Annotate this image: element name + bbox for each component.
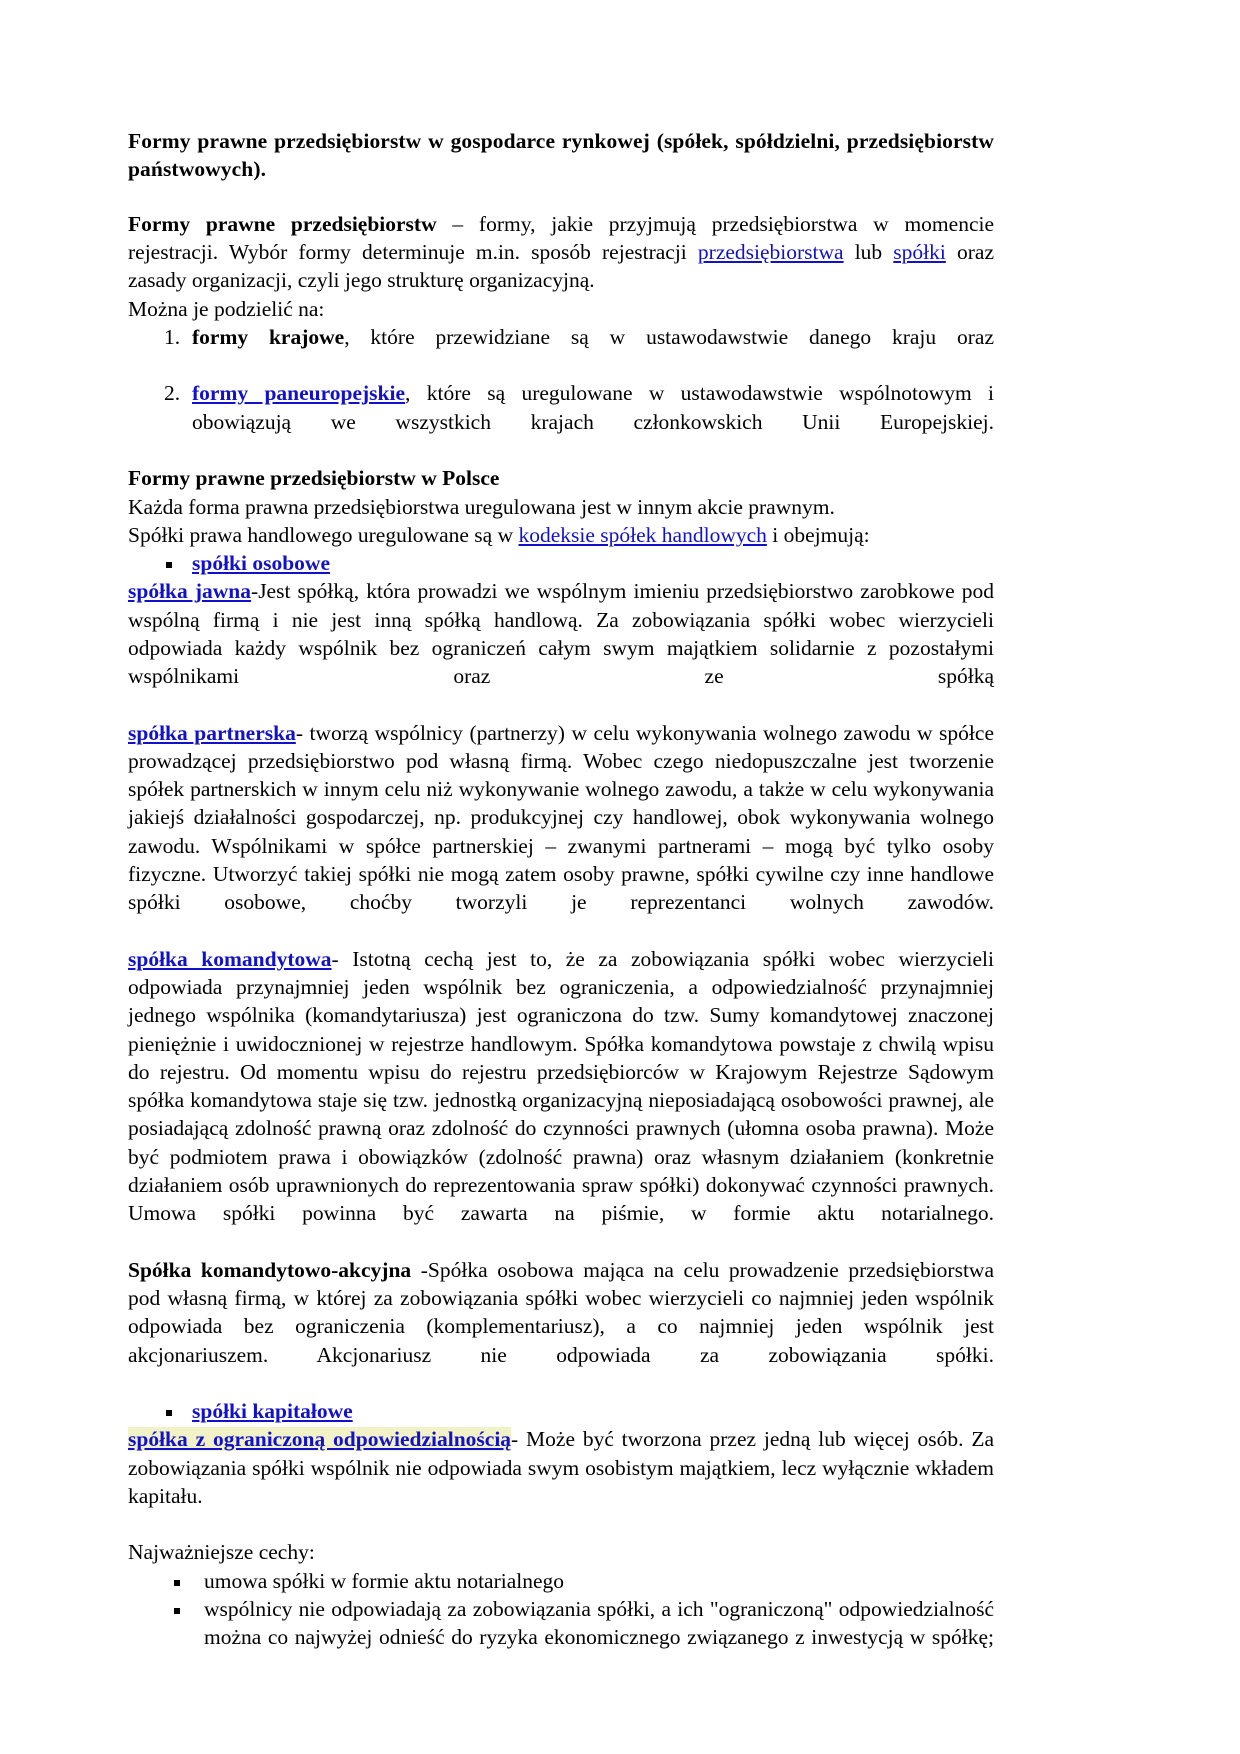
link-spolki-kapitalowe[interactable]: spółki kapitałowe — [192, 1399, 353, 1424]
term-spolka-jawna[interactable]: spółka jawna — [128, 579, 252, 604]
link-formy-paneuropejskie[interactable]: formy paneuropejskie — [192, 381, 406, 406]
page-title-line-2: przedsiębiorstw państwowych). — [128, 129, 994, 181]
page-title — [128, 128, 994, 184]
spolka-jawna-paragraph — [128, 577, 994, 718]
list-item — [128, 1397, 994, 1425]
list-item: umowa spółki w formie aktu notarialnego — [128, 1567, 994, 1595]
spolka-komandytowa-paragraph — [128, 945, 994, 1256]
spolka-zoo-paragraph — [128, 1425, 994, 1538]
intro-text-1: – formy, jakie przyjmują przedsiębiorstwa w momencie rejestracji. Wybór formy determinuje m.in. sposób rejestracji — [128, 211, 994, 265]
poland-line-2-text-a: Spółki prawa handlowego uregulowane są w — [128, 522, 519, 547]
link-kodeks-spolek-handlowych[interactable]: kodeksie spółek handlowych — [518, 522, 767, 547]
page-title-line-1: Formy prawne przedsiębiorstw w gospodarce rynkowej (spółek, spółdzielni, — [128, 129, 840, 153]
intro-text-3: oraz zasady organizacji, czyli jego strukturę organizacyjną. — [128, 240, 994, 293]
list-item — [128, 323, 994, 380]
link-przedsiebiorstwa[interactable]: przedsiębiorstwa — [697, 240, 844, 265]
term-spolka-komandytowa[interactable]: spółka komandytowa — [128, 946, 332, 971]
spolka-komandytowa-body: - Istotną cechą jest to, że za zobowiązania spółki wobec wierzycieli odpowiada przynajmniej jeden wspólnik bez ograniczenia, a odpowiedzialność przynajmniej jednego wspólnika (komandytariusza) jest ograniczona do tzw. Sumy komandytowej znaczonej pieniężnie i uwidocznionej w rejestrze handlowym. Spółka komandytowa powstaje z chwilą wpisu do rejestru. Od momentu wpisu do rejestru przedsiębiorców w Krajowym Rejestrze Sądowym spółka komandytowa staje się tzw. jednostką organizacyjną nieposiadającą osobowości prawnej, ale posiadającą zdolność prawną oraz zdolność do czynności prawnych (ułomna osoba prawna). Może być podmiotem prawa i obowiązków (zdolność prawna) oraz własnym działaniem (konkretnie działaniem osób uprawnionych do reprezentowania spraw spółki) dokonywać czynności prawnych. Umowa spółki powinna być zawarta na piśmie, w formie aktu notarialnego. — [128, 946, 994, 1226]
list-item — [128, 549, 994, 577]
intro-paragraph — [128, 210, 994, 295]
spolka-partnerska-paragraph — [128, 719, 994, 945]
term-spolka-komandytowo-akcyjna: Spółka komandytowo-akcyjna — [128, 1257, 412, 1282]
link-spolki-osobowe[interactable]: spółki osobowe — [192, 551, 330, 576]
poland-line-1: Każda forma prawna przedsiębiorstwa uregulowana jest w innym akcie prawnym. — [128, 494, 835, 519]
personal-companies-bullet-list — [128, 549, 994, 577]
spolka-jawna-body: -Jest spółką, która prowadzi we wspólnym imieniu przedsiębiorstwo zarobkowe pod wspólną firmą i nie jest inną spółką handlową. Za zobowiązania spółki wobec wierzycieli odpowiada każdy wspólnik bez ograniczeń całym swym majątkiem solidarnie z pozostałymi wspólnikami oraz ze spółką — [128, 579, 994, 689]
term-spolka-z-ograniczona-odpowiedzialnoscia[interactable]: spółka z ograniczoną odpowiedzialnością — [128, 1427, 512, 1452]
forms-item-0-rest: , które przewidziane są w ustawodawstwie danego kraju oraz — [344, 324, 995, 349]
intro-text-2: lub — [843, 240, 894, 265]
features-bullet-list — [128, 1567, 994, 1680]
term-spolka-partnerska[interactable]: spółka partnerska — [128, 720, 296, 745]
spolka-zoo-body: - Może być tworzona przez jedną lub więcej osób. Za zobowiązania spółki wspólnik nie odpowiada swym osobistym majątkiem, lecz wyłącznie wkładem kapitału. — [128, 1427, 994, 1508]
list-item: wspólnicy nie odpowiadają za zobowiązania spółki, a ich "ograniczoną" odpowiedzialność można co najwyżej odnieść do ryzyka ekonomicznego związanego z inwestycją w spółkę; — [128, 1595, 994, 1680]
features-heading: Najważniejsze cechy: — [128, 1540, 315, 1565]
spolka-komandytowo-akcyjna-body: -Spółka osobowa mająca na celu prowadzenie przedsiębiorstwa pod własną firmą, w której za zobowiązania spółki wobec wierzycieli co najmniej jeden wspólnik odpowiada bez ograniczenia (komplementariusz), a co najmniej jeden wspólnik jest akcjonariuszem. Akcjonariusz nie odpowiada za zobowiązania spółki. — [128, 1257, 994, 1367]
intro-divide-line: Można je podzielić na: — [128, 296, 325, 321]
list-item — [128, 379, 994, 464]
intro-lead-term: Formy prawne przedsiębiorstw — [128, 211, 437, 236]
section-heading-poland: Formy prawne przedsiębiorstw w Polsce — [128, 466, 500, 491]
poland-line-2 — [128, 521, 994, 549]
forms-item-1-rest: , które są uregulowane w ustawodawstwie wspólnotowym i obowiązują we wszystkich krajach członkowskich Unii Europejskiej. — [192, 381, 994, 434]
spolka-komandytowo-akcyjna-paragraph — [128, 1256, 994, 1397]
forms-ordered-list — [128, 323, 994, 464]
link-spolki[interactable]: spółki — [893, 240, 946, 265]
poland-line-2-text-b: i obejmują: — [766, 522, 870, 547]
document-content — [128, 128, 994, 1680]
spolka-partnerska-body: - tworzą wspólnicy (partnerzy) w celu wykonywania wolnego zawodu w spółce prowadzącej przedsiębiorstwo pod własną firmą. Wobec czego niedopuszczalne jest tworzenie spółek partnerskich w innym celu niż wykonywanie wolnego zawodu, a także w celu wykonywania jakiejś działalności gospodarczej, np. produkcyjnej czy handlowej, obok wykonywania wolnego zawodu. Wspólnikami w spółce partnerskiej – zwanymi partnerami – mogą być tylko osoby fizyczne. Utworzyć takiej spółki nie mogą zatem osoby prawne, spółki cywilne czy inne handlowe spółki osobowe, choćby tworzyli je reprezentanci wolnych zawodów. — [128, 720, 994, 915]
capital-companies-bullet-list — [128, 1397, 994, 1425]
forms-item-0-term: formy krajowe — [192, 324, 345, 349]
